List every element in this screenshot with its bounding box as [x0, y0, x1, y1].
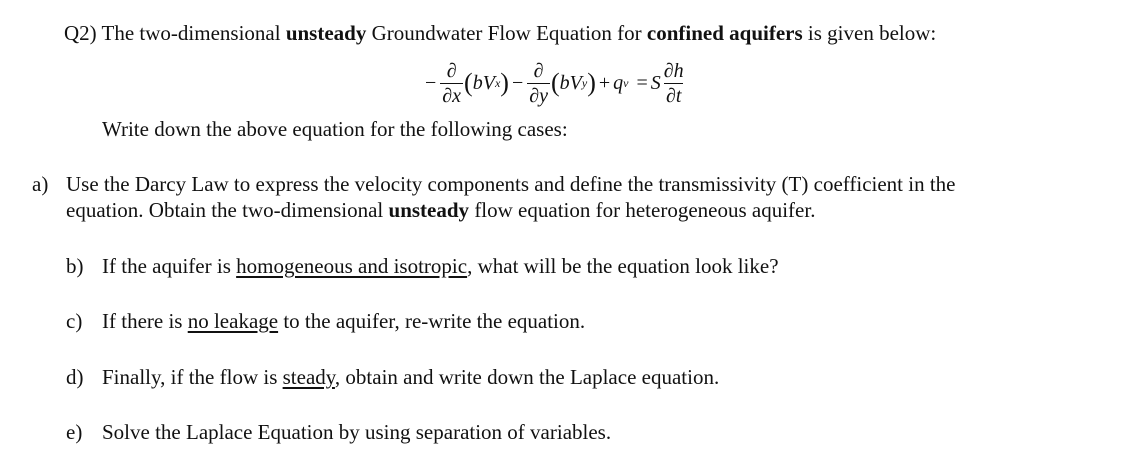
- question-text-2: Groundwater Flow Equation for: [366, 21, 647, 45]
- groundwater-equation: [422, 54, 687, 112]
- eq-frac-dx: [440, 61, 463, 106]
- item-a-line-1: [32, 172, 956, 196]
- item-a-text-2: equation. Obtain the two-dimensional: [66, 198, 389, 222]
- item-b-label: b): [66, 254, 84, 278]
- item-e-label: e): [66, 420, 83, 444]
- eq-paren-close-1: ): [500, 68, 509, 97]
- item-b: [66, 254, 779, 278]
- item-b-underline: homogeneous and isotropic: [236, 254, 468, 278]
- eq-den-t: ∂t: [665, 84, 682, 107]
- eq-s: S: [650, 71, 661, 94]
- item-b-text-1: If the aquifer is: [102, 254, 237, 278]
- item-d: [66, 365, 719, 389]
- item-d-text-1: Finally, if the flow is: [102, 365, 283, 389]
- eq-b-1: b: [472, 71, 483, 94]
- question-bold-confined: confined aquifers: [646, 21, 803, 45]
- item-d-underline: steady: [282, 365, 335, 389]
- eq-frac-dh-dt: [662, 61, 686, 106]
- item-c-underline: no leakage: [187, 309, 279, 333]
- item-d-label: d): [66, 365, 84, 389]
- item-a-text-1: Use the Darcy Law to express the velocity components and define the transmissivity (T) coefficient in the: [66, 172, 956, 196]
- item-c: [66, 309, 585, 333]
- eq-paren-open-1: (: [464, 68, 473, 97]
- instruction-text: Write down the above equation for the following cases:: [102, 117, 568, 141]
- eq-den-x: ∂x: [442, 84, 462, 107]
- item-d-text-2: , obtain and write down the Laplace equation.: [334, 365, 720, 389]
- eq-plus: +: [598, 71, 611, 94]
- eq-minus-2: −: [511, 71, 524, 94]
- item-a-bold-unsteady: unsteady: [388, 198, 470, 222]
- item-c-label: c): [66, 309, 83, 333]
- eq-sub-y: y: [581, 75, 588, 90]
- item-e: [66, 420, 611, 444]
- item-a-label: a): [32, 172, 49, 196]
- eq-den-y: ∂y: [529, 84, 548, 107]
- item-c-text-2: to the aquifer, re-write the equation.: [278, 309, 586, 333]
- eq-paren-close-2: ): [587, 68, 596, 97]
- question-title: [64, 21, 936, 45]
- item-c-text-1: If there is: [102, 309, 188, 333]
- item-a-line-2: [66, 198, 815, 222]
- eq-v-2: V: [569, 71, 582, 94]
- eq-equals: =: [636, 71, 648, 94]
- eq-sub-x: x: [494, 75, 501, 90]
- item-e-text: Solve the Laplace Equation by using separation of variables.: [102, 420, 612, 444]
- eq-minus-1: −: [425, 71, 437, 94]
- eq-frac-dy: [527, 61, 550, 106]
- eq-paren-open-2: (: [550, 68, 560, 97]
- eq-q: q: [613, 71, 624, 94]
- question-text-3: is given below:: [802, 21, 937, 45]
- eq-sub-v: v: [623, 75, 629, 90]
- eq-partial-num-1: ∂: [446, 59, 457, 82]
- item-a-text-3: flow equation for heterogeneous aquifer.: [469, 198, 816, 222]
- eq-b-2: b: [559, 71, 570, 94]
- question-text-1: Q2) The two-dimensional: [64, 21, 286, 45]
- eq-v-1: V: [482, 71, 495, 94]
- item-b-text-2: , what will be the equation look like?: [467, 254, 779, 278]
- eq-num-h: ∂h: [663, 59, 684, 82]
- eq-partial-num-2: ∂: [533, 59, 544, 82]
- question-bold-unsteady: unsteady: [285, 21, 367, 45]
